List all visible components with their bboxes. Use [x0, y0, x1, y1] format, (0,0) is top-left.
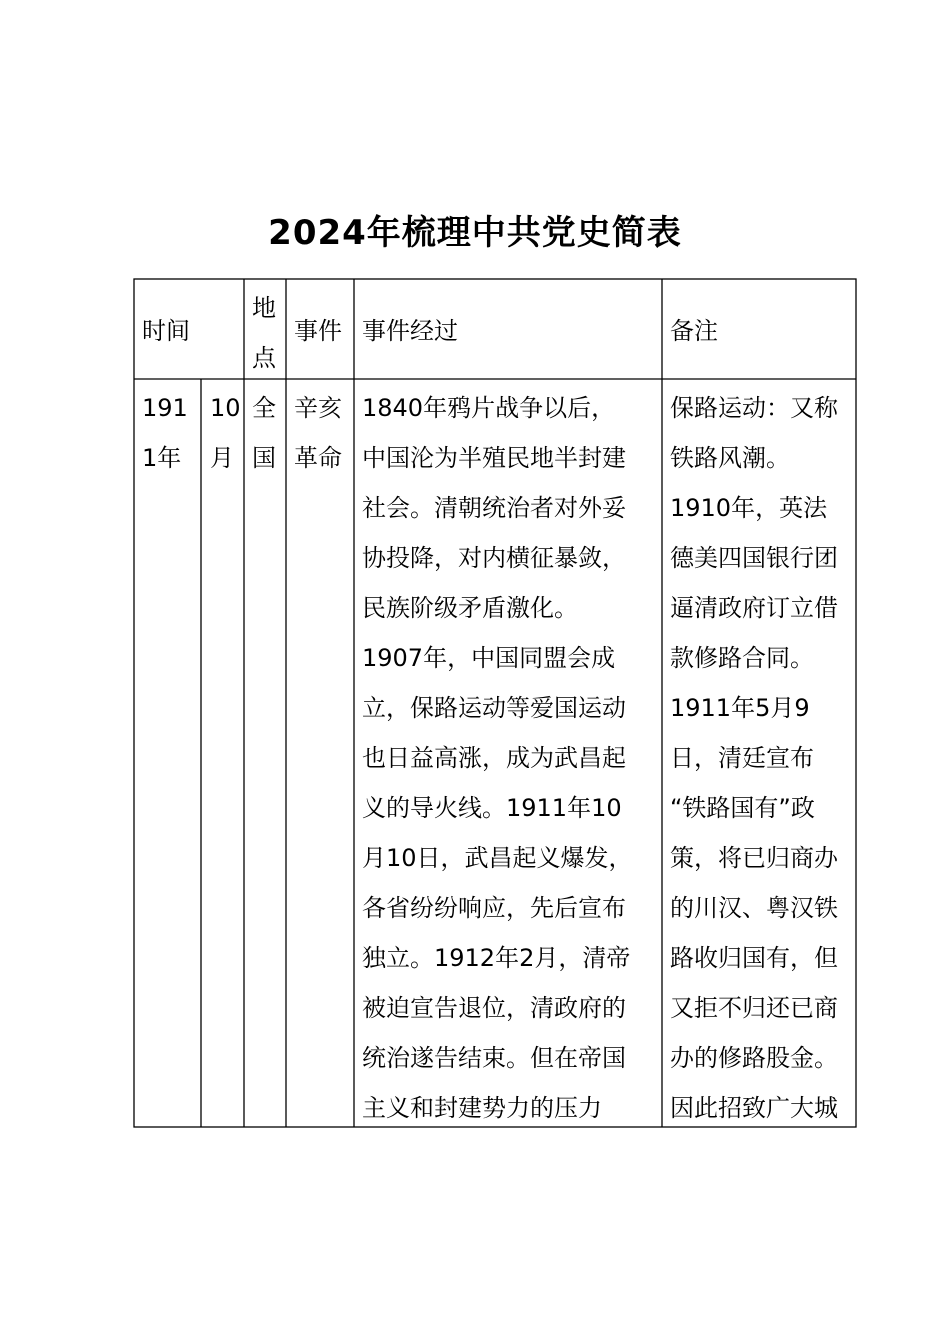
header-process: 事件经过 [362, 317, 458, 345]
page-title: 2024年梳理中共党史简表 [268, 213, 682, 253]
cell-place: 全 国 [252, 394, 276, 472]
cell-event: 辛亥 革命 [294, 394, 342, 472]
cell-month: 10 月 [210, 394, 241, 472]
cell-year: 191 1年 [142, 394, 188, 472]
header-time: 时间 [142, 317, 190, 345]
cell-process: 1840年鸦片战争以后， 中国沦为半殖民地半封建 社会。清朝统治者对外妥 协投降，对内横征暴敛， 民族阶级矛盾激化。 1907年，中国同盟会成 立，保路运动等爱国运动 也日益高涨，成为武昌起 义的导火线。1911年10 月10日，武昌起义爆发， 各省纷纷响应，先后宣布 独立。1912年2月，清帝 被迫宣告退位，清政府的 统治遂告结束。但在帝国 主义和封建势力的压力 [362, 394, 633, 1122]
header-place: 地 点 [252, 294, 276, 372]
cell-notes: 保路运动：又称 铁路风潮。 1910年，英法 德美四国银行团 逼清政府订立借 款修路合同。 1911年5月9 日，清廷宣布 “铁路国有”政 策，将已归商办 的川汉、粤汉铁 路收归国有，但 又拒不归还已商 办的修路股金。 因此招致广大城 [670, 394, 838, 1122]
header-event: 事件 [294, 317, 342, 345]
header-notes: 备注 [670, 317, 718, 345]
